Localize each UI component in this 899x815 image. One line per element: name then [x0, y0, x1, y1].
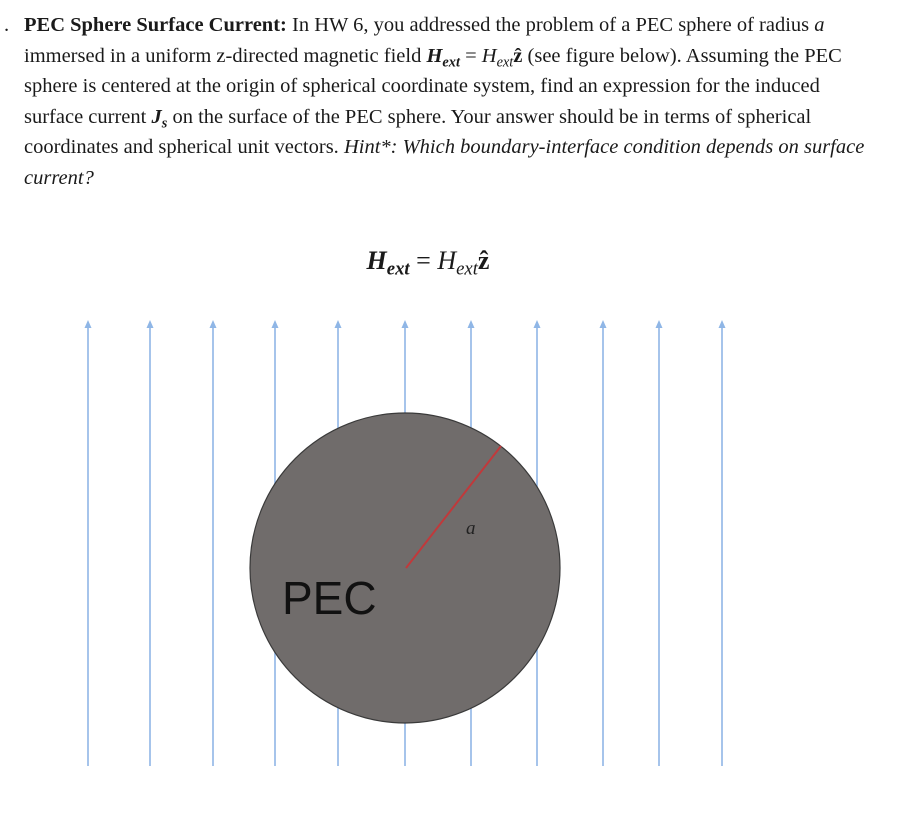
field-arrow-head — [600, 320, 607, 328]
radius-symbol: a — [814, 14, 825, 36]
hint-text: Which boundary-interface condition depends on surface current? — [24, 136, 865, 189]
problem-text-seg4: on the surface of the PEC sphere. Your answer should be in terms of spherical coordinates and spherical unit vectors. — [24, 105, 812, 158]
equation-h-magnitude: H — [437, 246, 457, 275]
field-arrow-head — [85, 320, 92, 328]
surface-current-symbol: J — [151, 105, 162, 128]
pec-sphere — [250, 413, 560, 723]
h-ext-subscript: ext — [442, 53, 460, 70]
h-ext-magnitude: H — [481, 44, 497, 67]
field-arrow-head — [272, 320, 279, 328]
field-arrow-head — [656, 320, 663, 328]
equation-equals: = — [409, 246, 438, 275]
problem-title: PEC Sphere Surface Current: — [24, 14, 287, 36]
problem-text-seg1: In HW 6, you addressed the problem of a PEC sphere of radius — [286, 14, 815, 36]
list-bullet: . — [4, 14, 10, 36]
problem-text-seg2: immersed in a uniform z-directed magnetic field — [24, 44, 427, 67]
field-arrow-head — [719, 320, 726, 328]
equation-ext-subscript-2: ext — [456, 258, 478, 280]
problem-text-seg3: (see figure below). Assuming the PEC sphere is centered at the origin of spherical coordinate system, find an expression for the induced surface current — [24, 44, 842, 128]
equation-z-hat: ẑ — [477, 246, 490, 275]
field-arrow-head — [147, 320, 154, 328]
h-ext-vector: H — [426, 44, 443, 67]
field-arrow-head — [402, 320, 409, 328]
field-arrow-head — [335, 320, 342, 328]
field-arrow-head — [468, 320, 475, 328]
surface-current-subscript: s — [161, 114, 168, 131]
hint-label: Hint*: — [343, 136, 398, 158]
sphere-label: PEC — [282, 572, 377, 624]
equation-h-vector: H — [366, 246, 387, 275]
h-ext-magnitude-subscript: ext — [496, 53, 514, 70]
radius-label: a — [466, 518, 476, 539]
field-arrow-head — [210, 320, 217, 328]
equals-sign: = — [459, 44, 482, 67]
z-hat-unit-vector: ẑ — [513, 44, 523, 67]
equation-ext-subscript: ext — [386, 258, 410, 280]
field-arrow-head — [534, 320, 541, 328]
